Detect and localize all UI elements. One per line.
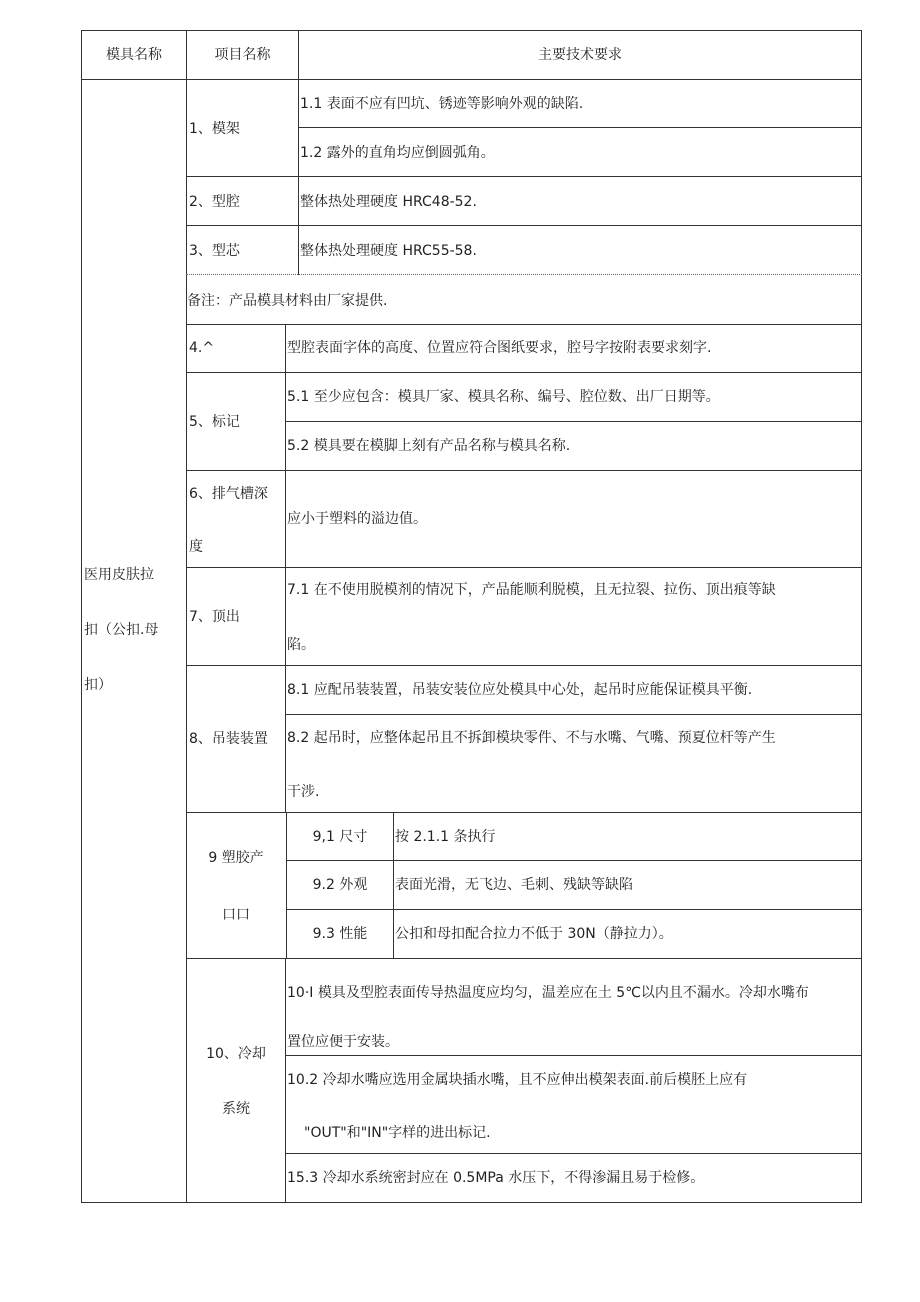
subrow-divider-r8 <box>285 714 862 715</box>
col-divider-2a <box>298 30 299 275</box>
r10-name-line2: 系统 <box>222 1101 250 1117</box>
r9-sub2-req: 表面光滑，无飞边、毛刺、残缺等缺陷 <box>395 877 633 893</box>
r8-req2-line1: 8.2 起吊时，应整体起吊且不拆卸模块零件、不与水嘴、气嘴、预夏位杆等产生 <box>287 730 776 746</box>
subrow-divider-r1 <box>298 127 862 128</box>
r9-sub1-label: 9,1 尺寸 <box>312 829 368 845</box>
row-divider-r5-end <box>186 470 862 471</box>
r5-req1: 5.1 至少应包含：模具厂家、模具名称、编号、腔位数、出厂日期等。 <box>287 389 720 405</box>
r7-req-line1: 7.1 在不使用脱模剂的情况下，产品能顺利脱模，且无拉裂、拉伤、顶出痕等缺 <box>287 582 776 598</box>
table-border-right <box>861 30 862 1203</box>
table-border-left <box>81 30 82 1203</box>
r4-name: 4.^ <box>189 340 215 356</box>
r10-req1-line1: 10·I 模具及型腔表面传导热温度应均匀，温差应在土 5℃以内且不漏水。冷却水嘴布 <box>287 985 809 1001</box>
note-text: 备注：产品模具材料由厂家提供. <box>187 293 388 309</box>
r8-req1: 8.1 应配吊装装置，吊装安装位应处模具中心处，起吊时应能保证模具平衡. <box>287 682 753 698</box>
header-mold-name: 模具名称 <box>106 47 162 63</box>
r8-req2-line2: 干涉. <box>287 784 320 800</box>
r9-sub3-label: 9.3 性能 <box>312 926 368 942</box>
row-divider-r8-end <box>186 812 862 813</box>
product-name-line2: 扣（公扣.母 <box>84 622 159 638</box>
header-requirements: 主要技术要求 <box>538 47 622 63</box>
r10-req1-line2: 置位应便于安装。 <box>287 1034 399 1050</box>
row-divider-r6-end <box>186 567 862 568</box>
r10-req2-line2: "OUT"和"IN"字样的进出标记. <box>304 1125 491 1141</box>
r2-req: 整体热处理硬度 HRC48-52. <box>300 194 477 210</box>
row-divider-r2-end <box>186 225 862 226</box>
header-item-name: 项目名称 <box>214 47 271 63</box>
header-divider <box>81 79 862 80</box>
table-border-top <box>81 30 862 31</box>
product-name-line1: 医用皮肤拉 <box>84 567 154 583</box>
table-border-bottom <box>81 1202 862 1203</box>
r1-req2: 1.2 露外的直角均应倒圆弧角。 <box>300 145 495 161</box>
r6-name-line2: 度 <box>189 539 203 555</box>
col-divider-1 <box>186 30 187 1203</box>
r2-name: 2、型腔 <box>189 194 240 210</box>
r1-name: 1、模架 <box>189 121 240 137</box>
subrow-divider-r9b <box>286 909 862 910</box>
r8-name: 8、吊装装置 <box>189 731 268 747</box>
r6-req: 应小于塑料的溢边值。 <box>287 511 427 527</box>
row-divider-r3-end <box>186 274 862 275</box>
r10-req2-line1: 10.2 冷却水嘴应选用金属块插水嘴，且不应伸出模架表面.前后模胚上应有 <box>287 1072 748 1088</box>
col-divider-2c <box>285 958 286 1203</box>
row-divider-r1-end <box>186 176 862 177</box>
r10-name-line1: 10、冷却 <box>206 1046 266 1062</box>
col-divider-2b <box>285 324 286 813</box>
r6-name-line1: 6、排气槽深 <box>189 486 268 502</box>
row-divider-note-end <box>186 324 862 325</box>
r9-name-line1: 9 塑胶产 <box>208 850 264 866</box>
r9-name-line2: 口口 <box>222 907 250 923</box>
product-name-line3: 扣） <box>84 677 112 693</box>
r1-req1: 1.1 表面不应有凹坑、锈迹等影响外观的缺陷. <box>300 96 584 112</box>
subrow-divider-r10a <box>285 1055 862 1056</box>
row-divider-r7-end <box>186 665 862 666</box>
row-divider-r4-end <box>186 372 862 373</box>
r7-name: 7、顶出 <box>189 609 240 625</box>
r5-name: 5、标记 <box>189 414 240 430</box>
subrow-divider-r10b <box>285 1153 862 1154</box>
subrow-divider-r9a <box>286 860 862 861</box>
row-divider-r9-end <box>186 958 862 959</box>
r3-name: 3、型芯 <box>189 243 240 259</box>
subrow-divider-r5 <box>285 421 862 422</box>
r10-req3: 15.3 冷却水系统密封应在 0.5MPa 水压下，不得渗漏且易于检修。 <box>287 1170 705 1186</box>
r5-req2: 5.2 模具要在模脚上刻有产品名称与模具名称. <box>287 438 571 454</box>
r9-col-divider-2 <box>393 812 394 958</box>
r9-sub2-label: 9.2 外观 <box>312 877 368 893</box>
r7-req-line2: 陷。 <box>287 637 315 653</box>
r4-req: 型腔表面字体的高度、位置应符合图纸要求，腔号字按附表要求刻字. <box>287 340 712 356</box>
r3-req: 整体热处理硬度 HRC55-58. <box>300 243 477 259</box>
r9-sub1-req: 按 2.1.1 条执行 <box>395 829 496 845</box>
r9-sub3-req: 公扣和母扣配合拉力不低于 30N（静拉力）。 <box>395 926 673 942</box>
